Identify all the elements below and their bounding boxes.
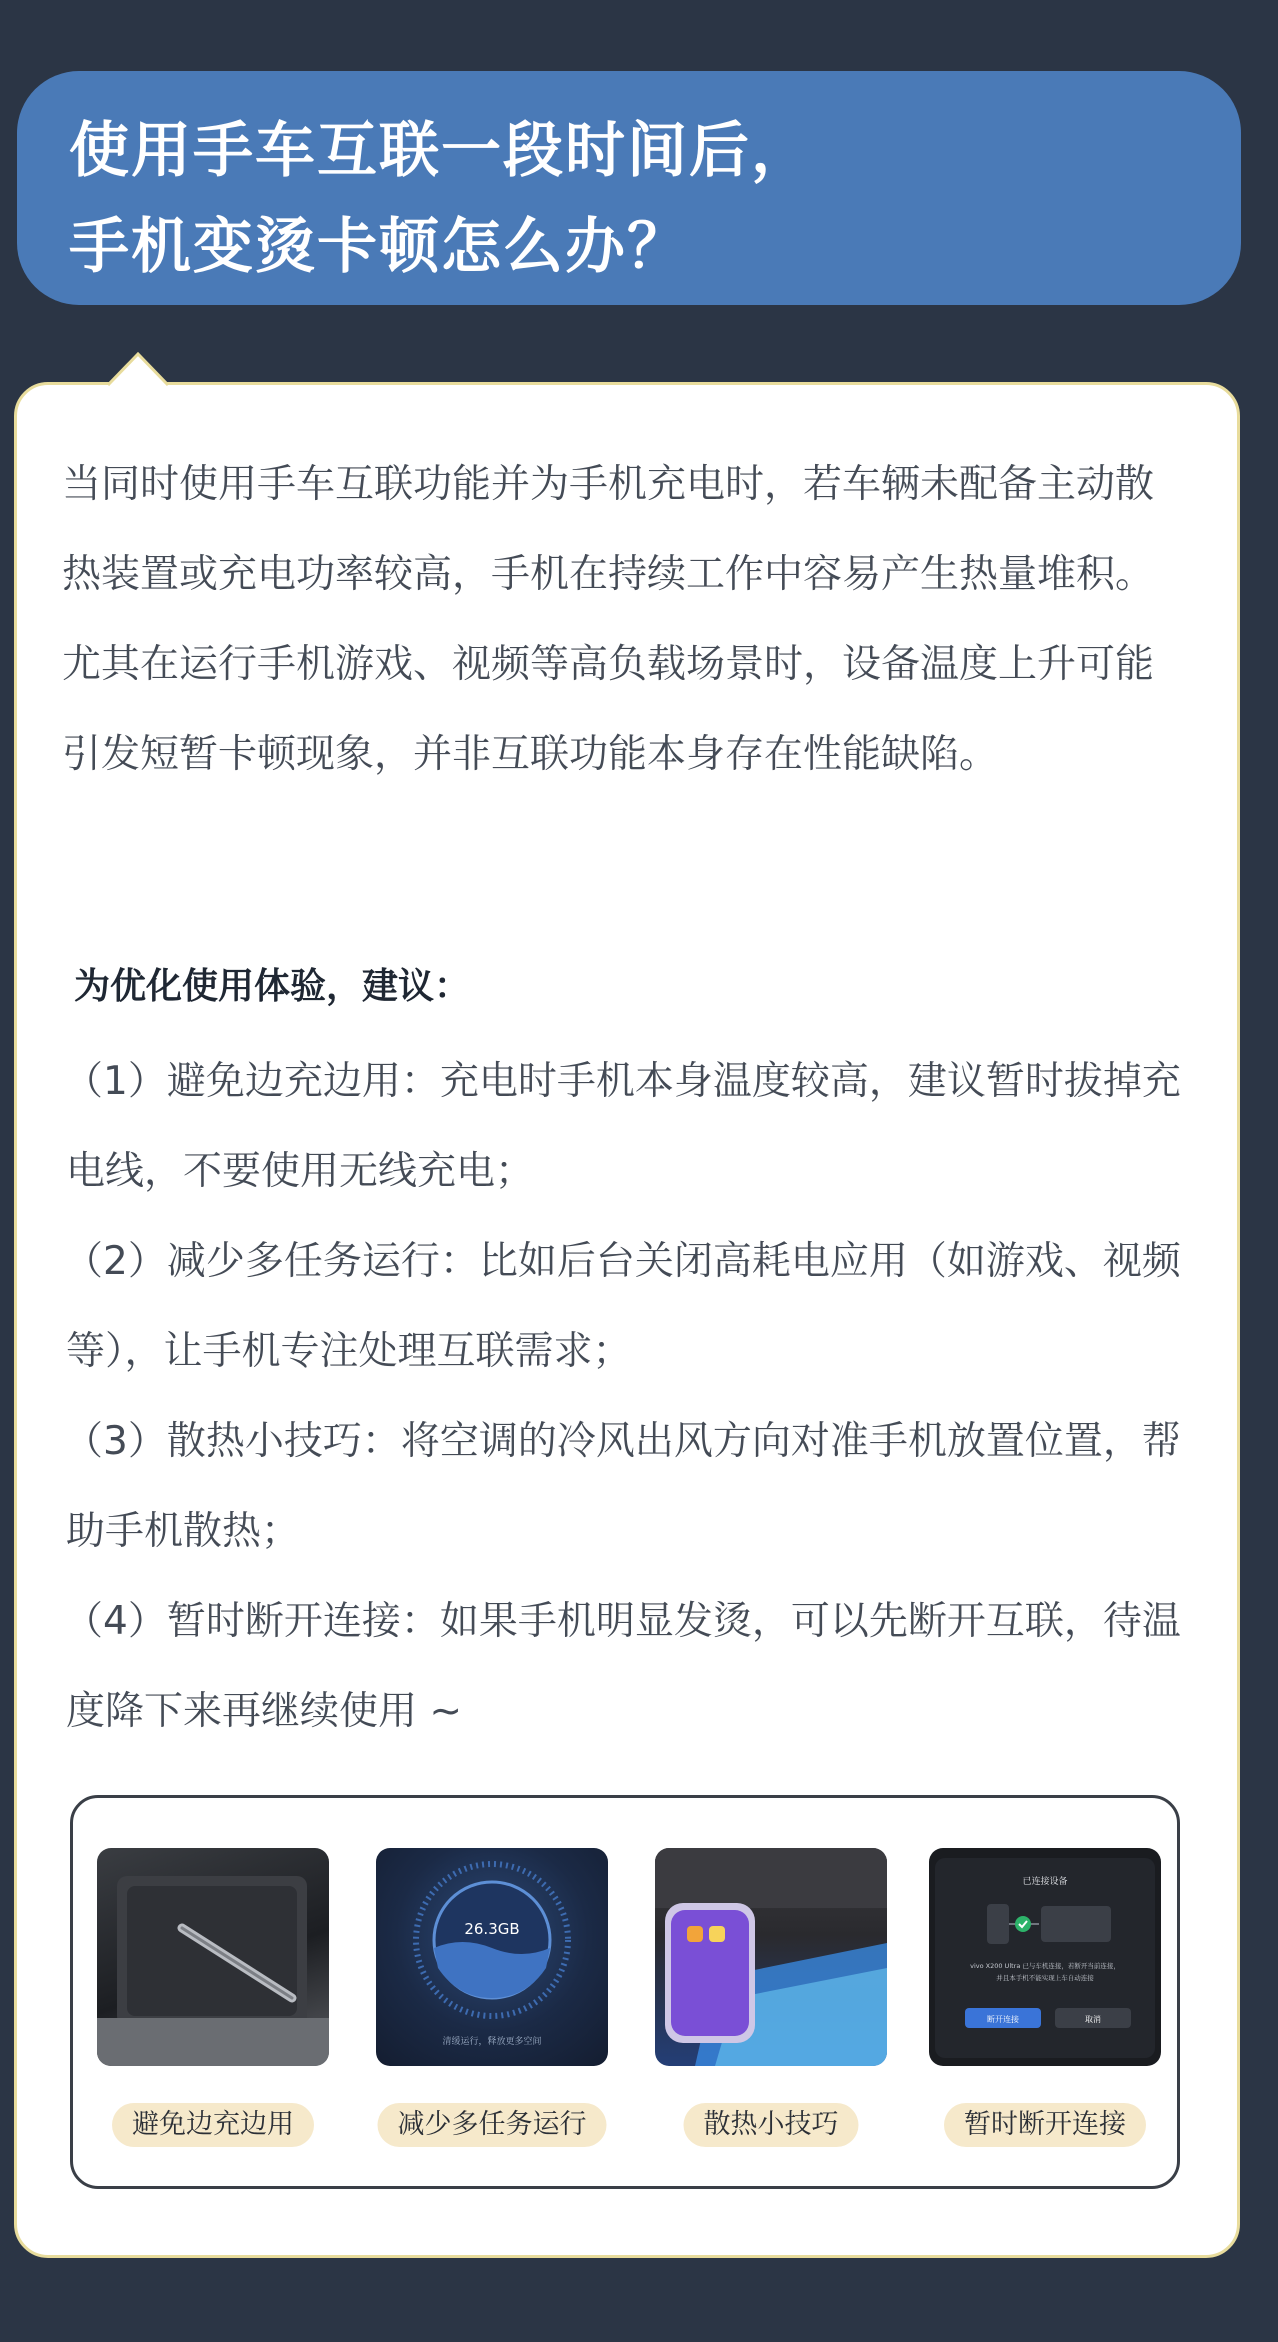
- dialog-text-line-1: vivo X200 Ultra 已与车机连接，若断开当前连接，: [970, 1962, 1120, 1970]
- wireless-charger-image: [97, 1848, 329, 2066]
- disconnect-dialog-image: [929, 1848, 1161, 2066]
- gallery-tile-cooling: [655, 1848, 887, 2140]
- dialog-confirm-label: 断开连接: [987, 2015, 1019, 2024]
- tip-item: [66, 1037, 1191, 1217]
- gallery-tile-charging: [97, 1848, 329, 2140]
- intro-paragraph: 当同时使用手车互联功能并为手机充电时，若车辆未配备主动散热装置或充电功率较高，手机在持续工作中容易产生热量堆积。尤其在运行手机游戏、视频等高负载场景时，设备温度上升可能引发短暂卡顿现象，并非互联功能本身存在性能缺陷。: [62, 462, 1155, 777]
- clean-caption: 清缓运行，释放更多空间: [442, 2037, 542, 2047]
- storage-readout: 26.3GB: [464, 1920, 520, 1938]
- tip-text: 避免边充边用：充电时手机本身温度较高，建议暂时拔掉充电线，不要使用无线充电；: [66, 1059, 1181, 1194]
- tip-number: （2）: [64, 1239, 167, 1284]
- tip-number: （4）: [64, 1599, 167, 1644]
- dialog-cancel-label: 取消: [1085, 2015, 1101, 2024]
- dialog-title: 已连接设备: [1022, 1877, 1068, 1887]
- memory-clean-image: [376, 1848, 608, 2066]
- tip-number: （3）: [64, 1419, 167, 1464]
- phone-cooling-image: [655, 1848, 887, 2066]
- tip-text: 散热小技巧：将空调的冷风出风方向对准手机放置位置，帮助手机散热；: [66, 1419, 1181, 1554]
- gallery-label: 避免边充边用: [112, 2103, 314, 2147]
- tip-item: [66, 1577, 1191, 1757]
- tips-list: [66, 1037, 1191, 1757]
- tip-number: （1）: [64, 1059, 167, 1104]
- gallery-label: 散热小技巧: [684, 2103, 859, 2147]
- tip-item: [66, 1397, 1191, 1577]
- gallery-tile-disconnect: [929, 1848, 1161, 2140]
- tips-title: 为优化使用体验，建议：: [74, 966, 471, 1007]
- title-line-2: 手机变烫卡顿怎么办？: [69, 212, 689, 282]
- speech-notch: [108, 352, 168, 386]
- title-line-1: 使用手车互联一段时间后，: [69, 116, 813, 186]
- dialog-text-line-2: 并且本手机不能实现上车自动连接: [996, 1974, 1094, 1982]
- gallery-label: 减少多任务运行: [378, 2103, 607, 2147]
- tip-text: 减少多任务运行：比如后台关闭高耗电应用（如游戏、视频等），让手机专注处理互联需求；: [66, 1239, 1181, 1374]
- gallery-tile-multitask: [376, 1848, 608, 2140]
- tip-text: 暂时断开连接：如果手机明显发烫，可以先断开互联，待温度降下来再继续使用 ~: [66, 1599, 1181, 1734]
- tips-gallery: [70, 1795, 1180, 2189]
- title-banner: [17, 71, 1241, 305]
- gallery-label: 暂时断开连接: [944, 2103, 1146, 2147]
- tip-item: [66, 1217, 1191, 1397]
